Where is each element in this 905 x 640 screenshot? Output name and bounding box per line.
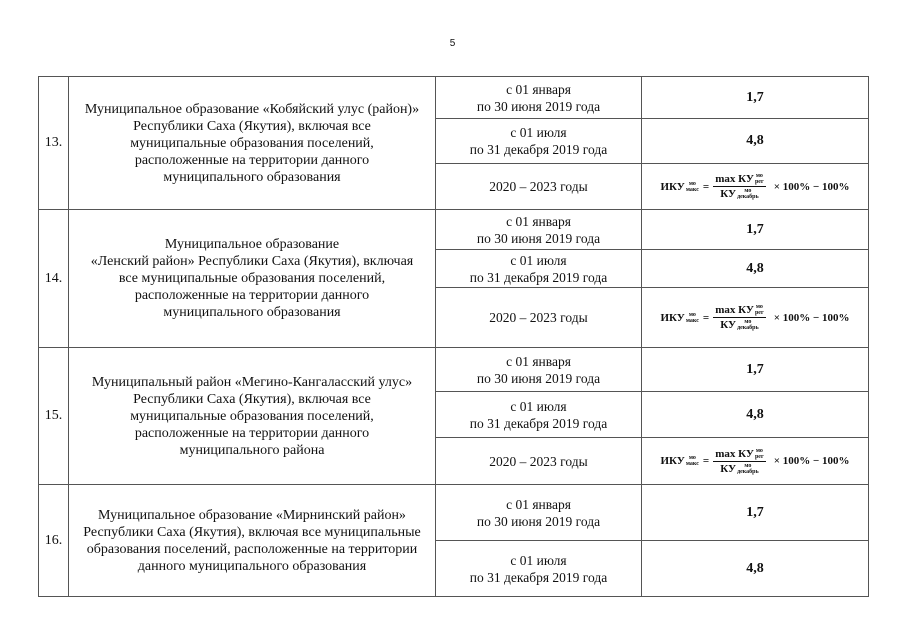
municipality-name-line: Республики Саха (Якутия), включая все муниципальные <box>83 524 421 540</box>
period-line: 2020 – 2023 годы <box>489 310 588 325</box>
municipality-name-line: данного муниципального образования <box>137 558 367 574</box>
municipality-name-line: муниципального образования <box>163 305 341 320</box>
formula-den-sup: мо <box>744 319 752 325</box>
formula-lhs-symbol: ИКУ <box>660 311 685 324</box>
formula-tail: × 100% − 100% <box>773 180 850 193</box>
period-cell <box>436 210 642 250</box>
formula-lhs-sup: мо <box>688 455 696 461</box>
formula-num-sup: мо <box>755 173 763 179</box>
formula-lhs-symbol: ИКУ <box>660 455 685 467</box>
period-line: с 01 июля <box>510 252 567 268</box>
index-value-cell <box>642 392 869 438</box>
formula-denominator <box>718 318 760 331</box>
period-line: с 01 июля <box>510 125 567 140</box>
formula-den-sup: мо <box>744 462 752 469</box>
period-line: с 01 января <box>506 353 571 369</box>
index-value-cell <box>642 119 869 164</box>
formula-num-main: max КУ <box>715 447 754 460</box>
formula-den-main: КУ <box>720 319 737 331</box>
row-number: 16. <box>39 485 69 597</box>
formula-tail: × 100% − 100% <box>773 455 850 467</box>
formula-num-main: max КУ <box>715 304 754 316</box>
formula-numerator <box>713 448 765 462</box>
municipality-name <box>69 348 436 485</box>
period-line: по 31 декабря 2019 года <box>469 142 608 157</box>
index-value-cell <box>642 250 869 288</box>
formula-den-sub: декабрь <box>737 325 759 331</box>
period-line: с 01 января <box>506 213 571 229</box>
formula-fraction <box>713 173 765 200</box>
formula-numerator <box>713 173 765 187</box>
municipality-name-line: муниципального района <box>179 442 325 458</box>
formula-lhs-sub: макс <box>685 461 699 467</box>
index-value: 4,8 <box>746 560 764 576</box>
index-value-cell <box>642 348 869 392</box>
formula-fraction <box>713 304 765 331</box>
index-value: 1,7 <box>746 361 764 377</box>
index-value-cell <box>642 438 869 485</box>
index-value: 1,7 <box>746 89 764 105</box>
period-cell <box>436 485 642 541</box>
municipality-name-line: Муниципальный район «Мегино-Кангаласский улус» <box>91 374 413 390</box>
formula-num-indices <box>755 304 764 316</box>
formula-fraction <box>713 448 765 475</box>
page-number: 5 <box>449 38 456 49</box>
municipality-name-line: Муниципальное образование <box>164 237 340 252</box>
municipality-name-line: расположенные на территории данного <box>134 425 370 441</box>
index-value-cell <box>642 77 869 119</box>
municipality-name-line: все муниципальные образования поселений, <box>118 271 386 286</box>
ikumax-formula <box>642 173 868 200</box>
period-line: по 30 июня 2019 года <box>476 230 601 246</box>
formula-equals: = <box>702 311 710 324</box>
formula-denominator <box>718 462 760 475</box>
index-value-cell <box>642 288 869 348</box>
period-cell <box>436 438 642 485</box>
period-cell <box>436 348 642 392</box>
formula-den-indices <box>737 463 759 475</box>
index-value: 4,8 <box>746 260 764 276</box>
formula-lhs <box>661 312 699 324</box>
formula-num-indices <box>755 448 764 460</box>
formula-equals: = <box>702 180 710 193</box>
row-number: 13. <box>39 77 69 210</box>
period-cell <box>436 392 642 438</box>
formula-lhs <box>661 455 699 467</box>
table-row <box>39 348 869 392</box>
period-line: по 31 декабря 2019 года <box>469 269 608 285</box>
period-line: с 01 января <box>506 496 571 512</box>
municipality-name-line: расположенные на территории данного <box>134 288 370 303</box>
period-line: с 01 июля <box>510 552 567 568</box>
period-line: с 01 июля <box>510 398 567 414</box>
formula-lhs-indices <box>686 455 699 467</box>
municipality-name-line: Муниципальное образование «Мирнинский район» <box>98 507 406 523</box>
formula-num-sup: мо <box>755 304 763 310</box>
period-line: по 31 декабря 2019 года <box>469 415 608 431</box>
period-cell <box>436 288 642 348</box>
index-value-cell <box>642 164 869 210</box>
period-line: по 30 июня 2019 года <box>476 98 601 114</box>
formula-den-sub: декабрь <box>737 468 759 475</box>
formula-num-sub: рег <box>754 453 764 460</box>
formula-lhs-sup: мо <box>688 311 696 318</box>
formula-den-indices <box>737 188 759 200</box>
formula-equals: = <box>702 455 710 467</box>
formula-lhs-symbol: ИКУ <box>660 180 685 193</box>
formula-numerator <box>713 304 765 318</box>
formula-num-sup: мо <box>755 447 763 454</box>
table-row <box>39 210 869 250</box>
formula-num-sub: рег <box>754 179 764 185</box>
index-value: 1,7 <box>746 221 764 237</box>
municipality-name-line: муниципальные образования поселений, <box>130 408 374 424</box>
period-cell <box>436 164 642 210</box>
table-row <box>39 485 869 541</box>
period-line: с 01 января <box>506 81 571 97</box>
period-cell <box>436 119 642 164</box>
formula-tail: × 100% − 100% <box>773 311 850 324</box>
formula-lhs-sub: макс <box>685 186 699 193</box>
row-number: 15. <box>39 348 69 485</box>
formula-num-sub: рег <box>754 310 764 316</box>
municipality-name-line: муниципального образования <box>163 169 341 185</box>
row-number: 14. <box>39 210 69 348</box>
municipality-name-line: образования поселений, расположенные на территории <box>86 541 418 557</box>
ikumax-formula <box>642 304 868 331</box>
municipality-name-line: Республики Саха (Якутия), включая все <box>133 118 371 134</box>
municipality-name-line: расположенные на территории данного <box>134 152 370 168</box>
formula-den-indices <box>737 319 759 331</box>
formula-lhs-indices <box>686 181 699 193</box>
period-line: 2020 – 2023 годы <box>489 453 588 469</box>
formula-num-indices <box>755 173 764 185</box>
formula-den-sup: мо <box>744 188 752 194</box>
index-value-cell <box>642 485 869 541</box>
period-cell <box>436 250 642 288</box>
index-value: 1,7 <box>746 504 764 520</box>
index-value-cell <box>642 210 869 250</box>
formula-den-sub: декабрь <box>737 194 759 200</box>
municipality-name-line: Муниципальное образование «Кобяйский улус (район)» <box>84 101 420 117</box>
ikumax-formula <box>642 448 868 475</box>
formula-denominator <box>718 187 760 200</box>
formula-den-main: КУ <box>720 462 737 475</box>
municipality-name-line: «Ленский район» Республики Саха (Якутия), включая <box>90 254 414 269</box>
index-value: 4,8 <box>746 133 764 148</box>
formula-lhs-sub: макс <box>685 317 699 324</box>
period-cell <box>436 541 642 597</box>
municipality-name-line: муниципальные образования поселений, <box>130 135 374 151</box>
municipality-name <box>69 77 436 210</box>
period-line: по 30 июня 2019 года <box>476 513 601 529</box>
municipality-name <box>69 210 436 348</box>
period-line: по 31 декабря 2019 года <box>469 569 608 585</box>
municipality-name-line: Республики Саха (Якутия), включая все <box>133 391 371 407</box>
period-line: 2020 – 2023 годы <box>489 179 588 194</box>
formula-lhs <box>661 181 699 193</box>
index-value: 4,8 <box>746 406 764 422</box>
formula-lhs-sup: мо <box>688 180 696 187</box>
period-cell <box>436 77 642 119</box>
formula-den-main: КУ <box>720 188 737 200</box>
table-row <box>39 77 869 119</box>
period-line: по 30 июня 2019 года <box>476 370 601 386</box>
formula-lhs-indices <box>686 312 699 324</box>
tariff-table <box>38 76 869 597</box>
formula-num-main: max КУ <box>715 173 754 185</box>
index-value-cell <box>642 541 869 597</box>
municipality-name <box>69 485 436 597</box>
